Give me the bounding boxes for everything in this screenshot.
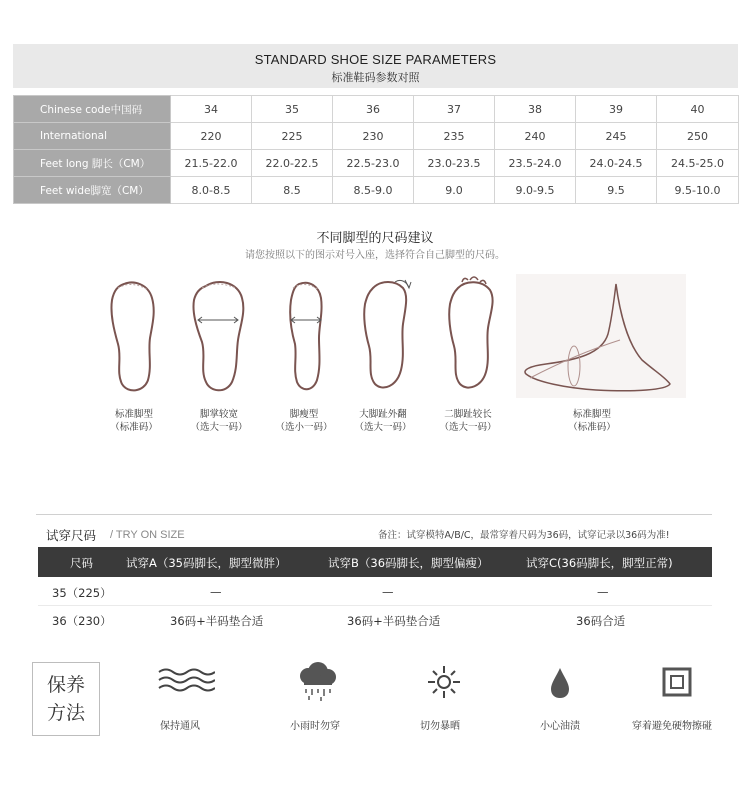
table-cell: 21.5-22.0 xyxy=(171,150,252,177)
table-row xyxy=(14,177,739,204)
care-title-line2: 方法 xyxy=(46,702,85,724)
row-divider xyxy=(38,605,712,606)
try-on-cell: — xyxy=(210,585,222,599)
column-header: 试穿C(36码脚长，脚型正常) xyxy=(526,556,673,570)
table-cell: 8.5 xyxy=(252,177,333,204)
table-cell: 230 xyxy=(333,123,414,150)
table-cell: 35 xyxy=(252,96,333,123)
try-on-table-header xyxy=(38,547,712,577)
oil-drop-icon xyxy=(550,667,570,699)
size-table-title-cn: 标准鞋码参数对照 xyxy=(331,71,420,84)
row-header: International xyxy=(14,123,171,150)
foot-type-label: 二脚趾较长 （选大一码） xyxy=(439,409,497,433)
table-cell: 9.0-9.5 xyxy=(495,177,576,204)
foot-type-label: 脚瘦型 （选小一码） xyxy=(275,409,333,433)
hard-object-icon xyxy=(662,667,692,697)
size-table-title-bar xyxy=(13,44,738,88)
table-cell: 240 xyxy=(495,123,576,150)
column-header: 试穿A（35码脚长，脚型微胖） xyxy=(126,556,287,570)
try-on-note: 备注：试穿模特A/B/C，最常穿着尺码为36码，试穿记录以36码为准! xyxy=(378,530,670,541)
table-cell: 38 xyxy=(495,96,576,123)
try-on-heading-en: / TRY ON SIZE xyxy=(110,529,185,541)
table-cell: 24.0-24.5 xyxy=(576,150,657,177)
bunion-foot-icon xyxy=(355,276,417,398)
try-on-size-cell: 35（225） xyxy=(52,586,112,600)
care-label: 小雨时勿穿 xyxy=(290,721,340,732)
table-cell: 23.0-23.5 xyxy=(414,150,495,177)
table-cell: 23.5-24.0 xyxy=(495,150,576,177)
table-cell: 37 xyxy=(414,96,495,123)
row-header: Feet wide脚宽（CM） xyxy=(14,177,171,204)
foot-types-title: 不同脚型的尺码建议 xyxy=(316,231,434,246)
table-cell: 9.5 xyxy=(576,177,657,204)
foot-type-label: 标准脚型 （标准码） xyxy=(568,409,616,433)
try-on-size-cell: 36（230） xyxy=(52,614,112,628)
size-parameters-table xyxy=(13,95,739,204)
table-row xyxy=(14,150,739,177)
column-header: 试穿B（36码脚长，脚型偏瘦） xyxy=(328,556,489,570)
table-cell: 34 xyxy=(171,96,252,123)
foot-type-label: 大脚趾外翻 （选大一码） xyxy=(354,409,412,433)
wind-icon xyxy=(157,667,215,693)
table-cell: 39 xyxy=(576,96,657,123)
try-on-cell: 36码+半码垫合适 xyxy=(347,614,441,628)
foot-types-subtitle: 请您按照以下的图示对号入座，选择符合自己脚型的尺码。 xyxy=(245,250,505,261)
care-method-box xyxy=(32,662,100,736)
standard-foot-icon xyxy=(104,278,164,398)
column-header: 尺码 xyxy=(70,556,93,570)
table-cell: 22.5-23.0 xyxy=(333,150,414,177)
row-header: Chinese code中国码 xyxy=(14,96,171,123)
try-on-cell: — xyxy=(382,585,394,599)
table-cell: 225 xyxy=(252,123,333,150)
try-on-heading: 试穿尺码 xyxy=(46,528,97,543)
table-cell: 245 xyxy=(576,123,657,150)
table-cell: 250 xyxy=(657,123,739,150)
table-cell: 8.5-9.0 xyxy=(333,177,414,204)
size-table-title-en: STANDARD SHOE SIZE PARAMETERS xyxy=(254,52,497,67)
care-label: 小心油渍 xyxy=(540,721,580,732)
sun-icon xyxy=(426,664,462,700)
try-on-cell: — xyxy=(597,585,609,599)
wide-foot-icon xyxy=(190,278,250,398)
table-cell: 220 xyxy=(171,123,252,150)
table-cell: 9.0 xyxy=(414,177,495,204)
care-label: 穿着避免硬物擦碰 xyxy=(632,721,712,732)
table-cell: 36 xyxy=(333,96,414,123)
rain-cloud-icon xyxy=(296,662,338,702)
table-cell: 8.0-8.5 xyxy=(171,177,252,204)
table-cell: 40 xyxy=(657,96,739,123)
side-view-foot-icon xyxy=(516,274,686,398)
table-cell: 9.5-10.0 xyxy=(657,177,739,204)
foot-type-label: 标准脚型 （标准码） xyxy=(110,409,158,433)
table-row xyxy=(14,123,739,150)
table-row xyxy=(14,96,739,123)
table-cell: 22.0-22.5 xyxy=(252,150,333,177)
try-on-cell: 36码合适 xyxy=(576,614,626,628)
table-cell: 24.5-25.0 xyxy=(657,150,739,177)
care-title-line1: 保养 xyxy=(46,674,85,696)
table-cell: 235 xyxy=(414,123,495,150)
care-label: 切勿暴晒 xyxy=(420,721,460,732)
try-on-cell: 36码+半码垫合适 xyxy=(170,614,264,628)
foot-type-label: 脚掌较宽 （选大一码） xyxy=(190,409,248,433)
care-label: 保持通风 xyxy=(160,721,200,732)
row-header: Feet long 脚长（CM） xyxy=(14,150,171,177)
thin-foot-icon xyxy=(277,278,337,398)
long-second-toe-foot-icon xyxy=(440,274,502,398)
